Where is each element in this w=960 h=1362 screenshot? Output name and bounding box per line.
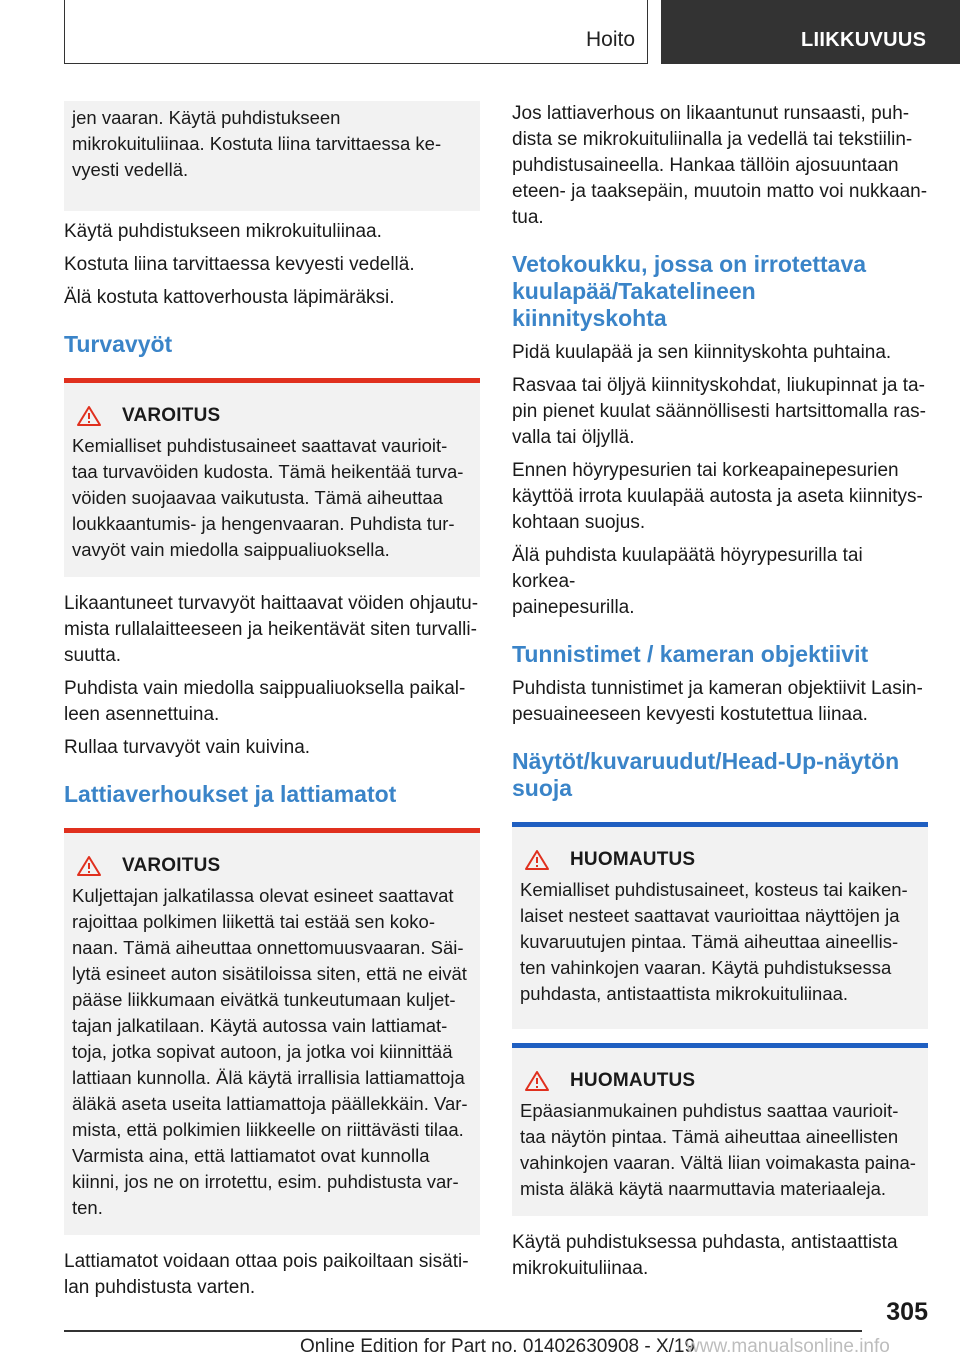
page-number: 305 <box>886 1298 928 1326</box>
paragraph-line: Puhdista vain miedolla saippualiuoksella paikal- <box>64 678 466 699</box>
heading-line: Näytöt/kuvaruudut/Head-Up-näytön <box>512 748 900 774</box>
paragraph: Älä kostuta kattoverhousta läpimäräksi. <box>64 287 395 308</box>
edition-text: Online Edition for Part no. 01402630908 - X/19 <box>300 1336 696 1357</box>
notice-line: ten vahinkojen vaaran. Käytä puhdistuksessa <box>520 957 892 978</box>
paragraph-line: Lattiamatot voidaan ottaa pois paikoiltaan sisäti- <box>64 1251 469 1272</box>
watermark-text: www.manualsonline.info <box>686 1336 890 1357</box>
warning-box <box>64 828 480 1235</box>
paragraph: Kostuta liina tarvittaessa kevyesti vedellä. <box>64 254 415 275</box>
section-title: Hoito <box>585 28 635 51</box>
footer-divider <box>64 1330 862 1332</box>
paragraph-line: valla tai öljyllä. <box>512 427 635 448</box>
heading-line: Vetokoukku, jossa on irrotettava <box>512 251 867 277</box>
warning-line: loukkaantumis- ja hengenvaaran. Puhdista tur- <box>72 513 455 534</box>
paragraph-line: Rasvaa tai öljyä kiinnityskohdat, liukupinnat ja ta- <box>512 375 925 396</box>
paragraph-line: mista rullalaitteeseen ja heikentävät siten turvalli- <box>64 619 477 640</box>
notice-line: Epäasianmukainen puhdistus saattaa vaurioit- <box>520 1100 899 1121</box>
section-heading: Tunnistimet / kameran objektiivit <box>512 641 869 667</box>
paragraph-line: lan puhdistusta varten. <box>64 1277 256 1298</box>
notice-line: mista äläkä käytä naarmuttavia materiaaleja. <box>520 1178 887 1199</box>
paragraph: Pidä kuulapää ja sen kiinnityskohta puhtaina. <box>512 342 892 363</box>
paragraph-line: Jos lattiaverhous on likaantunut runsaasti, puh- <box>512 103 910 124</box>
paragraph-line: kohtaan suojus. <box>512 512 646 533</box>
paragraph-line: Likaantuneet turvavyöt haittaavat vöiden ohjautu- <box>64 593 479 614</box>
paragraph: Rullaa turvavyöt vain kuivina. <box>64 737 311 758</box>
section-heading <box>512 251 928 332</box>
section-tab <box>64 0 648 64</box>
continued-note-box <box>64 101 480 211</box>
notice-line: laiset nesteet saattavat vaurioittaa näyttöjen ja <box>520 905 900 926</box>
notice-line: Kemialliset puhdistusaineet, kosteus tai kaiken- <box>520 879 908 900</box>
warning-line: tajan jalkatilaan. Käytä autossa vain lattiamat- <box>72 1015 448 1036</box>
warning-title: VAROITUS <box>122 855 221 876</box>
paragraph-line: Puhdista tunnistimet ja kameran objektiivit Lasin- <box>512 678 923 699</box>
chapter-tab <box>661 0 960 64</box>
warning-line: Kuljettajan jalkatilassa olevat esineet saattavat <box>72 885 454 906</box>
section-heading: Lattiaverhoukset ja lattiamatot <box>64 781 397 807</box>
warning-line: Varmista aina, että lattiamatot ovat kunnolla <box>72 1145 430 1166</box>
warning-line: Kemialliset puhdistusaineet saattavat vaurioit- <box>72 435 448 456</box>
warning-line: taa turvavöiden kudosta. Tämä heikentää turva- <box>72 461 464 482</box>
warning-box <box>64 378 480 577</box>
warning-line: pääse liikkumaan eivätkä tunkeutumaan kuljet- <box>72 989 456 1010</box>
notice-line: taa näytön pintaa. Tämä aiheuttaa aineellisten <box>520 1126 899 1147</box>
warning-line: lytä esineet auton sisätiloissa siten, että ne eivät <box>72 963 467 984</box>
paragraph-line: suutta. <box>64 645 122 666</box>
right-column <box>512 101 928 1282</box>
heading-line: suoja <box>512 775 573 801</box>
notice-title: HUOMAUTUS <box>570 849 696 870</box>
paragraph-line: eteen- ja taaksepäin, muutoin matto voi nukkaan- <box>512 181 928 202</box>
paragraph-line: pin pienet kuulat säännöllisesti hartsittomalla ras- <box>512 401 926 422</box>
warning-line: naan. Tämä aiheuttaa onnettomuusvaaran. Säi- <box>72 937 464 958</box>
section-heading <box>512 748 928 802</box>
notice-line: vahinkojen vaaran. Vältä liian voimakasta paina- <box>520 1152 916 1173</box>
paragraph-line: tua. <box>512 207 544 228</box>
warning-line: äläkä aseta useita lattiamattoja päällekkäin. Var- <box>72 1093 468 1114</box>
heading-line: kuulapää/Takatelineen <box>512 278 756 304</box>
section-heading: Turvavyöt <box>64 331 173 357</box>
note-line: mikrokuituliinaa. Kostuta liina tarvittaessa ke- <box>72 133 442 154</box>
notice-line: kuvaruutujen pintaa. Tämä aiheuttaa aineellis- <box>520 931 899 952</box>
paragraph-line: leen asennettuina. <box>64 704 220 725</box>
notice-line: puhdasta, antistaattista mikrokuituliinaa. <box>520 983 849 1004</box>
paragraph-line: käyttöä irrota kuulapää autosta ja aseta kiinnitys- <box>512 486 923 507</box>
warning-triangle-icon <box>76 405 102 427</box>
notice-box <box>512 822 928 1029</box>
warning-triangle-icon <box>524 1070 550 1092</box>
warning-line: lattiaan kunnolla. Älä käytä irrallisia lattiamattoja <box>72 1067 465 1088</box>
notice-title: HUOMAUTUS <box>570 1070 696 1091</box>
chapter-title: LIIKKUVUUS <box>801 29 927 51</box>
paragraph: Käytä puhdistukseen mikrokuituliinaa. <box>64 221 382 242</box>
paragraph-line: dista se mikrokuituliinalla ja vedellä tai tekstiilin- <box>512 129 913 150</box>
notice-box <box>512 1043 928 1216</box>
warning-line: rajoittaa polkimen liikettä tai estää sen koko- <box>72 911 435 932</box>
paragraph-line: painepesurilla. <box>512 597 635 618</box>
warning-line: vavyöt vain miedolla saippualiuoksella. <box>72 539 390 560</box>
paragraph-line: puhdistusaineella. Hankaa tällöin ajosuuntaan <box>512 155 899 176</box>
warning-line: mista, että polkimien liikkeelle on riittävästi tilaa. <box>72 1119 464 1140</box>
note-line: vyesti vedellä. <box>72 159 189 180</box>
paragraph-line: pesuaineeseen kevyesti kostutettua liinaa. <box>512 704 868 725</box>
warning-triangle-icon <box>76 855 102 877</box>
warning-line: vöiden suojaavaa vaikutusta. Tämä aiheuttaa <box>72 487 443 508</box>
warning-triangle-icon <box>524 849 550 871</box>
paragraph-line: Älä puhdista kuulapäätä höyrypesurilla tai korkea- <box>512 545 863 592</box>
warning-line: kiinni, jos ne on irrotettu, esim. puhdistusta var- <box>72 1171 459 1192</box>
warning-title: VAROITUS <box>122 405 221 426</box>
paragraph-line: mikrokuituliinaa. <box>512 1258 649 1279</box>
page-header <box>64 0 960 66</box>
paragraph-line: Käytä puhdistuksessa puhdasta, antistaattista <box>512 1232 898 1253</box>
paragraph-line: Ennen höyrypesurien tai korkeapainepesurien <box>512 460 899 481</box>
warning-line: ten. <box>72 1197 103 1218</box>
left-column <box>64 101 480 1301</box>
heading-line: kiinnityskohta <box>512 305 667 331</box>
note-line: jen vaaran. Käytä puhdistukseen <box>72 107 341 128</box>
warning-line: toja, jotka sopivat autoon, ja jotka voi kiinnittää <box>72 1041 453 1062</box>
